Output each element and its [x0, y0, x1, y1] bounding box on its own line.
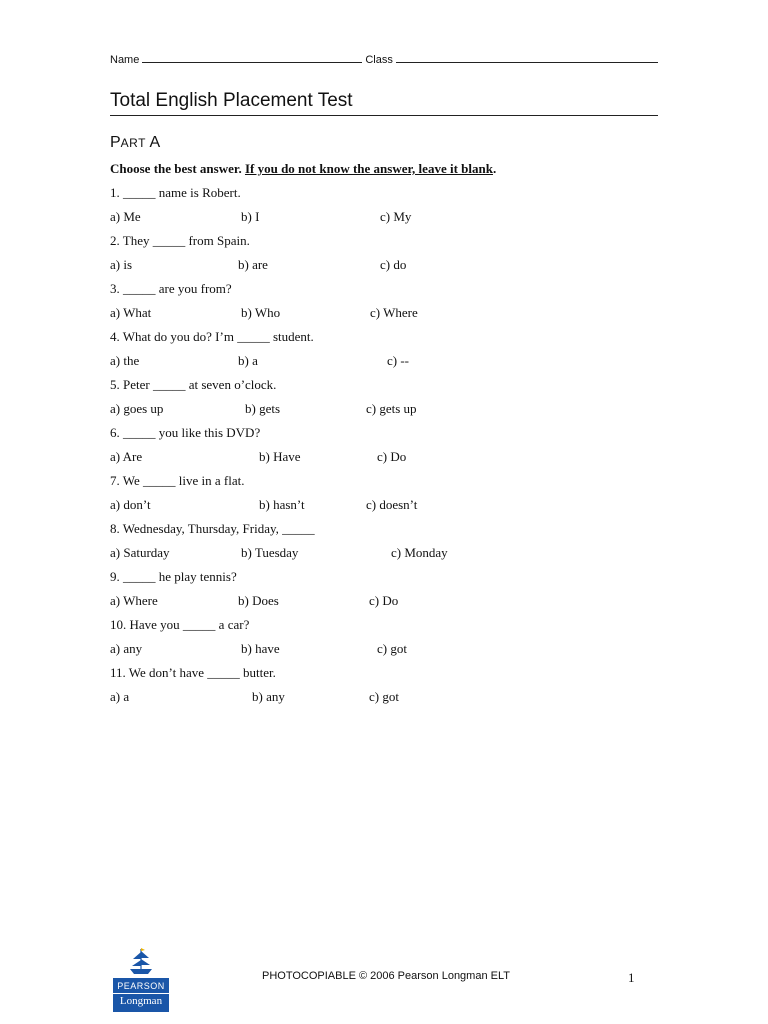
page-number: 1	[628, 970, 635, 985]
answer-row-8	[110, 544, 670, 568]
option-a[interactable]: a) Are	[110, 449, 143, 464]
option-c[interactable]: c) Do	[377, 449, 407, 464]
question-11: 11. We don’t have _____ butter.	[110, 665, 276, 680]
option-c[interactable]: c) --	[387, 353, 410, 368]
class-field[interactable]	[396, 52, 658, 63]
question-4: 4. What do you do? I’m _____ student.	[110, 329, 314, 344]
question-7: 7. We _____ live in a flat.	[110, 473, 245, 488]
answer-row-6	[110, 448, 670, 472]
option-c[interactable]: c) doesn’t	[366, 497, 418, 512]
answer-row-2	[110, 256, 670, 280]
option-b[interactable]: b) Does	[238, 593, 279, 608]
question-2: 2. They _____ from Spain.	[110, 233, 250, 248]
question-8: 8. Wednesday, Thursday, Friday, _____	[110, 521, 315, 536]
instruction-period: .	[492, 161, 497, 176]
option-a[interactable]: a) don’t	[110, 497, 151, 512]
class-label: Class	[365, 54, 393, 66]
answer-row-5	[110, 400, 670, 424]
option-a[interactable]: a) any	[110, 641, 143, 656]
part-heading-rest: ART	[120, 136, 146, 150]
option-b[interactable]: b) Who	[241, 305, 281, 320]
part-heading-first: P	[110, 134, 121, 151]
footer-copyright: PHOTOCOPIABLE © 2006 Pearson Longman ELT	[262, 970, 510, 982]
option-a[interactable]: a) goes up	[110, 401, 164, 416]
option-c[interactable]: c) do	[380, 257, 407, 272]
question-1: 1. _____ name is Robert.	[110, 185, 241, 200]
instruction-underlined: If you do not know the answer, leave it blank	[244, 161, 493, 176]
answer-row-4	[110, 352, 670, 376]
option-b[interactable]: b) I	[241, 209, 260, 224]
option-c[interactable]: c) Where	[370, 305, 418, 320]
instruction	[110, 161, 496, 177]
logo-pearson: PEARSON	[117, 981, 165, 991]
option-a[interactable]: a) a	[110, 689, 130, 704]
answer-row-10	[110, 640, 670, 664]
option-b[interactable]: b) Tuesday	[241, 545, 299, 560]
question-5: 5. Peter _____ at seven o’clock.	[110, 377, 277, 392]
name-label: Name	[110, 54, 140, 66]
name-field[interactable]	[142, 52, 362, 63]
question-6: 6. _____ you like this DVD?	[110, 425, 261, 440]
option-c[interactable]: c) got	[369, 689, 399, 704]
pearson-longman-logo	[113, 948, 169, 1014]
question-9: 9. _____ he play tennis?	[110, 569, 237, 584]
option-a[interactable]: a) is	[110, 257, 133, 272]
option-b[interactable]: b) gets	[245, 401, 281, 416]
header-name-class	[110, 52, 658, 66]
option-b[interactable]: b) have	[241, 641, 280, 656]
logo-box	[113, 978, 169, 1012]
answer-row-7	[110, 496, 670, 520]
option-c[interactable]: c) My	[380, 209, 412, 224]
answer-row-9	[110, 592, 670, 616]
question-list	[110, 184, 670, 712]
option-c[interactable]: c) Monday	[391, 545, 448, 560]
option-a[interactable]: a) Saturday	[110, 545, 170, 560]
answer-row-11	[110, 688, 670, 712]
logo-longman: Longman	[113, 993, 169, 1007]
part-heading	[110, 134, 160, 152]
answer-row-1	[110, 208, 670, 232]
question-3: 3. _____ are you from?	[110, 281, 232, 296]
option-a[interactable]: a) What	[110, 305, 152, 320]
option-c[interactable]: c) Do	[369, 593, 399, 608]
option-c[interactable]: c) got	[377, 641, 407, 656]
ship-icon	[127, 948, 155, 976]
part-heading-letter: A	[145, 134, 161, 151]
question-10: 10. Have you _____ a car?	[110, 617, 250, 632]
option-a[interactable]: a) Me	[110, 209, 141, 224]
answer-row-3	[110, 304, 670, 328]
option-b[interactable]: b) are	[238, 257, 268, 272]
instruction-bold: Choose the best answer.	[110, 161, 245, 176]
option-c[interactable]: c) gets up	[366, 401, 417, 416]
option-b[interactable]: b) any	[252, 689, 285, 704]
page-title: Total English Placement Test	[110, 90, 658, 116]
option-b[interactable]: b) hasn’t	[259, 497, 305, 512]
option-a[interactable]: a) the	[110, 353, 140, 368]
option-b[interactable]: b) a	[238, 353, 258, 368]
option-a[interactable]: a) Where	[110, 593, 158, 608]
option-b[interactable]: b) Have	[259, 449, 301, 464]
